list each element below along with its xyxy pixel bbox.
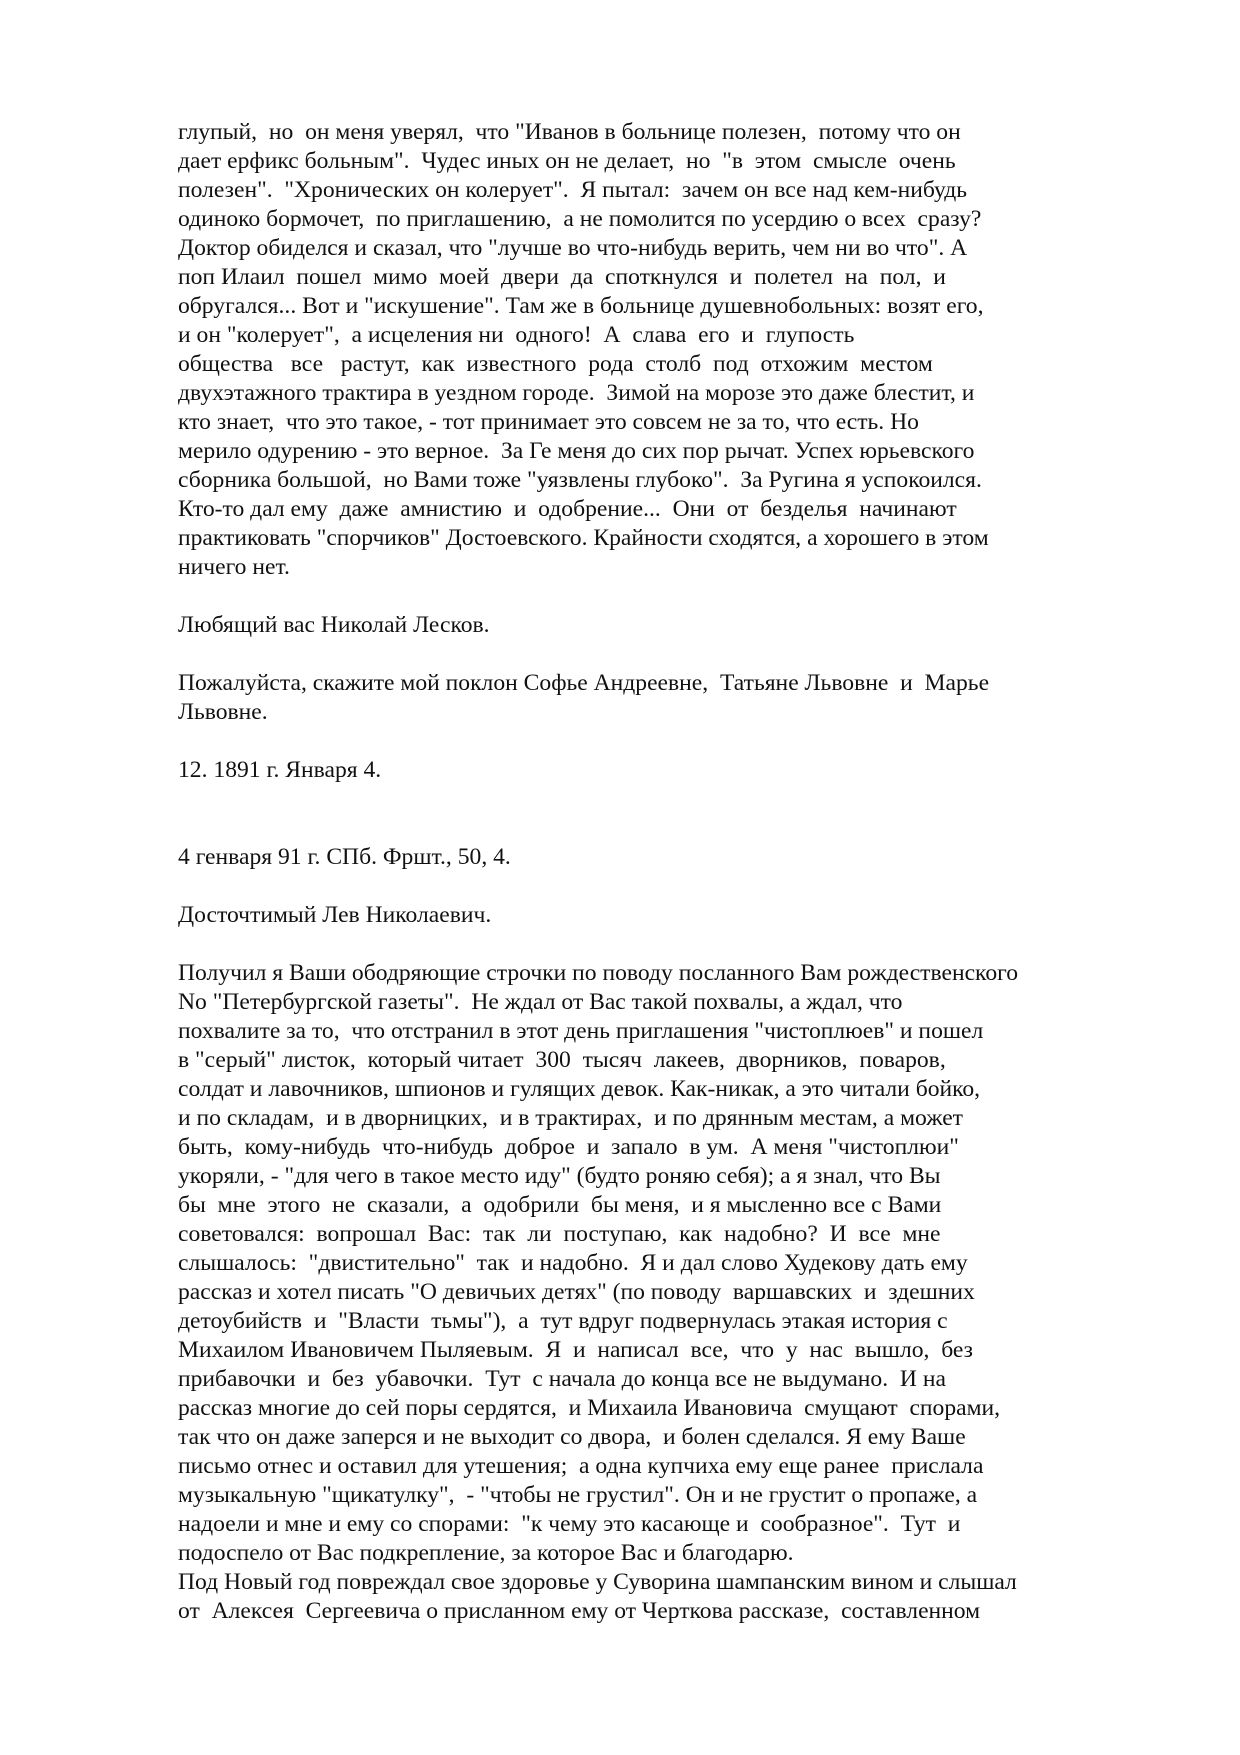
text-line: Получил я Ваши ободряющие строчки по поводу посланного Вам рождественского xyxy=(178,960,1018,986)
text-line: слышалось: "двистительно" так и надобно. Я и дал слово Худекову дать ему xyxy=(178,1250,968,1276)
text-line: детоубийств и "Власти тьмы"), а тут вдруг подвернулась этакая история с xyxy=(178,1308,948,1334)
text-line: письмо отнес и оставил для утешения; а одна купчиха ему еще ранее прислала xyxy=(178,1453,984,1479)
text-line: Кто-то дал ему даже амнистию и одобрение... Они от безделья начинают xyxy=(178,496,957,522)
text-line: бы мне этого не сказали, а одобрили бы меня, и я мысленно все с Вами xyxy=(178,1192,942,1218)
text-line: двухэтажного трактира в уездном городе. Зимой на морозе это даже блестит, и xyxy=(178,380,975,406)
text-line: солдат и лавочников, шпионов и гулящих девок. Как-никак, а это читали бойко, xyxy=(178,1076,981,1102)
text-line: быть, кому-нибудь что-нибудь доброе и запало в ум. А меня "чистоплюи" xyxy=(178,1134,959,1160)
text-line: общества все растут, как известного рода столб под отхожим местом xyxy=(178,351,933,377)
text-line: прибавочки и без убавочки. Тут с начала до конца все не выдумано. И на xyxy=(178,1366,946,1392)
text-line: обругался... Вот и "искушение". Там же в больнице душевнобольных: возят его, xyxy=(178,293,984,319)
text-line: Пожалуйста, скажите мой поклон Софье Андреевне, Татьяне Львовне и Марье xyxy=(178,670,990,696)
text-line: Любящий вас Николай Лесков. xyxy=(178,612,490,638)
text-line: дает ерфикс больным". Чудес иных он не делает, но "в этом смысле очень xyxy=(178,148,956,174)
letter-date-line xyxy=(178,756,1078,785)
paragraph-spacer xyxy=(178,727,1078,756)
text-line: и он "колерует", а исцеления ни одного! А слава его и глупость xyxy=(178,322,855,348)
text-line: рассказ многие до сей поры сердятся, и Михаила Ивановича смущают спорами, xyxy=(178,1395,1001,1421)
paragraph-spacer xyxy=(178,785,1078,843)
text-line: и по складам, и в дворницких, и в трактирах, и по дрянным местам, а может xyxy=(178,1105,963,1131)
text-line: ничего нет. xyxy=(178,554,290,580)
text-line: похвалите за то, что отстранил в этот день приглашения "чистоплюев" и пошел xyxy=(178,1018,984,1044)
text-line: No "Петербургской газеты". Не ждал от Вас такой похвалы, а ждал, что xyxy=(178,989,903,1015)
text-line: советовался: вопрошал Вас: так ли поступаю, как надобно? И все мне xyxy=(178,1221,941,1247)
signature-line xyxy=(178,611,1078,640)
text-line: Под Новый год повреждал свое здоровье у Суворина шампанским вином и слышал xyxy=(178,1569,1017,1595)
postscript-paragraph xyxy=(178,669,1078,727)
text-line: практиковать "спорчиков" Достоевского. Крайности сходятся, а хорошего в этом xyxy=(178,525,989,551)
text-line: 12. 1891 г. Января 4. xyxy=(178,757,382,783)
text-line: сборника большой, но Вами тоже "уязвлены глубоко". За Ругина я успокоился. xyxy=(178,467,982,493)
text-line: одиноко бормочет, по приглашению, а не помолится по усердию о всех сразу? xyxy=(178,206,982,232)
text-line: поп Илаил пошел мимо моей двери да споткнулся и полетел на пол, и xyxy=(178,264,946,290)
text-line: полезен". "Хронических он колерует". Я пытал: зачем он все над кем-нибудь xyxy=(178,177,968,203)
text-line: в "серый" листок, который читает 300 тысяч лакеев, дворников, поваров, xyxy=(178,1047,946,1073)
text-line: мерило одурению - это верное. За Ге меня до сих пор рычат. Успех юрьевского xyxy=(178,438,975,464)
letter-body-continuation xyxy=(178,1568,1078,1626)
text-line: подоспело от Вас подкрепление, за которое Вас и благодарю. xyxy=(178,1540,794,1566)
text-line: рассказ и хотел писать "О девичьих детях" (по поводу варшавских и здешних xyxy=(178,1279,975,1305)
letter-ending-paragraph xyxy=(178,118,1078,582)
text-line: Доктор обиделся и сказал, что "лучше во что-нибудь верить, чем ни во что". А xyxy=(178,235,968,261)
text-line: надоели и мне и ему со спорами: "к чему это касающе и сообразное". Тут и xyxy=(178,1511,961,1537)
paragraph-spacer xyxy=(178,930,1078,959)
text-line: укоряли, - "для чего в такое место иду" (будто роняю себя); а я знал, что Вы xyxy=(178,1163,941,1189)
text-line: Досточтимый Лев Николаевич. xyxy=(178,902,492,928)
text-line: Львовне. xyxy=(178,699,268,725)
text-line: глупый, но он меня уверял, что "Иванов в больнице полезен, потому что он xyxy=(178,119,961,145)
text-line: кто знает, что это такое, - тот принимает это совсем не за то, что есть. Но xyxy=(178,409,919,435)
text-line: 4 генваря 91 г. СПб. Фршт., 50, 4. xyxy=(178,844,511,870)
text-line: от Алексея Сергеевича о присланном ему от Черткова рассказе, составленном xyxy=(178,1598,981,1624)
paragraph-spacer xyxy=(178,582,1078,611)
paragraph-spacer xyxy=(178,872,1078,901)
text-line: так что он даже заперся и не выходит со двора, и болен сделался. Я ему Ваше xyxy=(178,1424,966,1450)
letter-text xyxy=(178,118,1078,1626)
paragraph-spacer xyxy=(178,640,1078,669)
letter-heading-date xyxy=(178,843,1078,872)
salutation-line xyxy=(178,901,1078,930)
letter-body-paragraph xyxy=(178,959,1078,1568)
text-line: музыкальную "щикатулку", - "чтобы не грустил". Он и не грустит о пропаже, а xyxy=(178,1482,978,1508)
text-line: Михаилом Ивановичем Пыляевым. Я и написал все, что у нас вышло, без xyxy=(178,1337,973,1363)
